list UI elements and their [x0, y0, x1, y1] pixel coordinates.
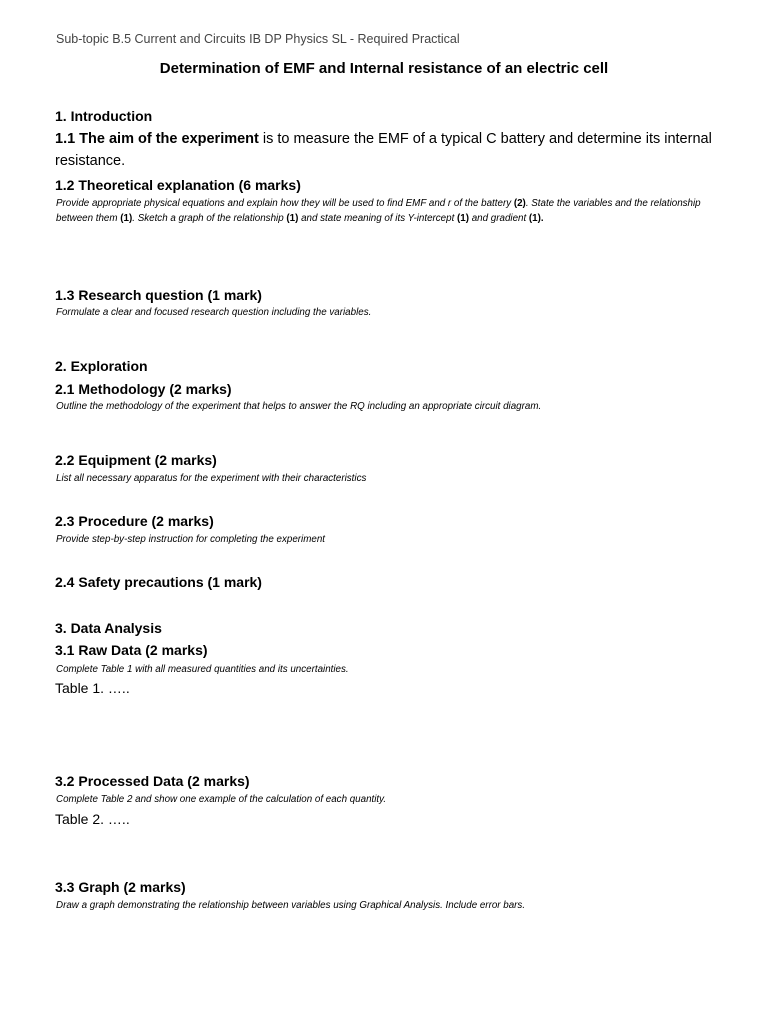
raw-data-instructions: Complete Table 1 with all measured quantities and its uncertainties.: [56, 664, 349, 675]
aim-label: 1.1 The aim of the experiment: [55, 131, 259, 147]
graph-heading: 3.3 Graph (2 marks): [55, 879, 186, 895]
aim-paragraph: [55, 128, 715, 172]
research-question-instructions: Formulate a clear and focused research question including the variables.: [56, 307, 372, 318]
methodology-instructions: Outline the methodology of the experiment that helps to answer the RQ including an appropriate circuit diagram.: [56, 401, 542, 412]
processed-data-instructions: Complete Table 2 and show one example of the calculation of each quantity.: [56, 794, 387, 805]
equipment-heading: 2.2 Equipment (2 marks): [55, 452, 217, 468]
theory-instructions: Provide appropriate physical equations and explain how they will be used to find EMF and r of the battery (2). State the variables and the relationship between them (1). Sketch a graph of the relationship (1) and state meaning of its Y-intercept (1) and gradient (1).: [56, 198, 701, 224]
document-title: Determination of EMF and Internal resistance of an electric cell: [159, 60, 609, 77]
procedure-instructions: Provide step-by-step instruction for completing the experiment: [56, 534, 325, 545]
section-introduction-heading: 1. Introduction: [55, 108, 153, 124]
methodology-heading: 2.1 Methodology (2 marks): [55, 381, 232, 397]
safety-heading: 2.4 Safety precautions (1 mark): [55, 574, 262, 590]
aim-text: is to measure the EMF of a typical C battery and determine its internal resistance.: [55, 131, 712, 169]
section-data-analysis-heading: 3. Data Analysis: [55, 620, 162, 636]
table-1-caption: Table 1. …..: [55, 680, 130, 696]
processed-data-heading: 3.2 Processed Data (2 marks): [55, 773, 250, 789]
equipment-instructions: List all necessary apparatus for the experiment with their characteristics: [56, 473, 367, 484]
graph-instructions: Draw a graph demonstrating the relationship between variables using Graphical Analysis. Include error bars.: [56, 900, 526, 911]
section-exploration-heading: 2. Exploration: [55, 358, 148, 374]
raw-data-heading: 3.1 Raw Data (2 marks): [55, 642, 208, 658]
page-header: Sub-topic B.5 Current and Circuits IB DP Physics SL - Required Practical: [56, 32, 460, 46]
procedure-heading: 2.3 Procedure (2 marks): [55, 513, 214, 529]
theory-heading: 1.2 Theoretical explanation (6 marks): [55, 177, 301, 193]
table-2-caption: Table 2. …..: [55, 811, 130, 827]
research-question-heading: 1.3 Research question (1 mark): [55, 287, 262, 303]
